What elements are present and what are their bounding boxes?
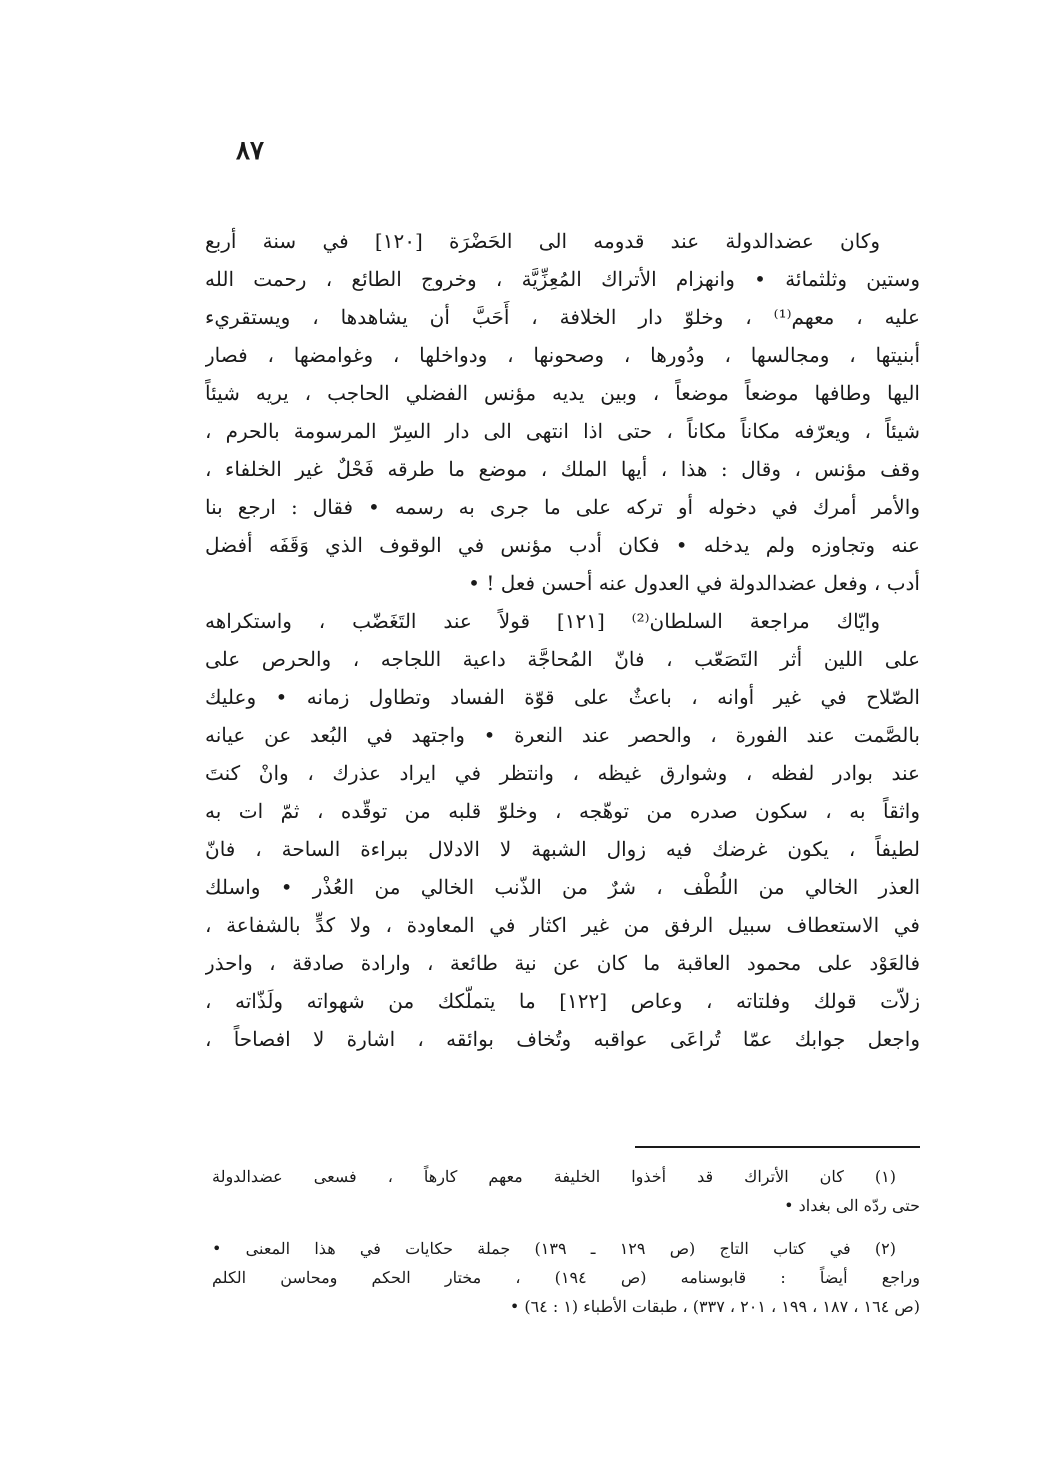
- text-line: العذر الخالي من اللُطْف ، شرٌ من الذّنب الخالي من العُذْر • واسلك: [205, 875, 920, 899]
- text-line: على اللين أثر التَصَعّب ، فانّ المُحاجَّة داعية اللجاجه ، والحرص على: [205, 647, 920, 671]
- text-line: فالعَوْد على محمود العاقبة ما كان عن نية طائعة ، وارادة صادقة ، واحذر: [205, 951, 920, 975]
- text-line: وقف مؤنس ، وقال : هذا ، أيها الملك ، موضع ما طرقه فَحْلٌ غير الخلفاء ،: [205, 457, 920, 481]
- text-line: واثقاً به ، سكون صدره من توهّجه ، وخلوّ قلبه من توقّده ، ثمّ ات به: [205, 799, 920, 823]
- text-line: واجعل جوابك عمّا تُراعَى عواقبه وتُخاف بوائقه ، اشارة لا افصاحاً ،: [205, 1027, 920, 1051]
- text-line: بالصَّمت عند الفورة ، والحصر عند النعرة • واجتهد في البُعد عن عيانه: [205, 723, 920, 747]
- text-line: وستين وثلثمائة • وانهزام الأتراك المُعِزِّيَّة ، وخروج الطائع ، رحمت الله: [205, 267, 920, 291]
- text-line: زلاّت قولك وفلتاته ، وعاص [١٢٢] ما يتملّكك من شهواته ولَذّاته ،: [205, 989, 920, 1013]
- text-line: في الاستعطاف سبيل الرفق من غير اكثار في المعاودة ، ولا كدٍّ بالشفاعة ،: [205, 913, 920, 937]
- body-text: [205, 222, 920, 1058]
- text-line: وكان عضدالدولة عند قدومه الى الحَضْرَة [١٢٠] في سنة أربع: [205, 229, 880, 253]
- page-number: ٨٧: [236, 136, 264, 166]
- footnote-line: حتى ردّه الى بغداد •: [784, 1196, 920, 1215]
- footnote-line: وراجع أيضاً : قابوسنامه (ص ١٩٤) ، مختار الحكم ومحاسن الكلم: [212, 1268, 920, 1287]
- text-line: عليه ، معهم⁽¹⁾ ، وخلوّ دار الخلافة ، أَحَبَّ أن يشاهدها ، ويستقريء: [205, 305, 920, 329]
- text-line: عنه وتجاوزه ولم يدخله • فكان أدب مؤنس في الوقوف الذي وَقَفَه أفضل: [205, 533, 920, 557]
- text-line: لطيفاً ، يكون غرضك فيه زوال الشبهة لا الادلال ببراءة الساحة ، فانّ: [205, 837, 920, 861]
- footnote-line: (٢) في كتاب التاج (ص ١٢٩ ـ ١٣٩) جملة حكايات في هذا المعنى •: [212, 1239, 896, 1258]
- text-line: عند بوادر لفظه ، وشوارق غيظه ، وانتظر في ايراد عذرك ، وانْ كنتَ: [205, 761, 920, 785]
- text-line: الصّلاح في غير أوانه ، باعثٌ على قوّة الفساد وتطاول زمانه • وعليك: [205, 685, 920, 709]
- footnotes: [212, 1162, 920, 1321]
- text-line: أبنيتها ، ومجالسها ، ودُورها ، وصحونها ، ودواخلها ، وغوامضها ، فصار: [205, 343, 920, 367]
- text-line: أدب ، وفعل عضدالدولة في العدول عنه أحسن فعل ! •: [468, 571, 920, 595]
- text-line: وايّاك مراجعة السلطان⁽²⁾ [١٢١] قولاً عند التَغَضّب ، واستكراهه: [205, 609, 880, 633]
- text-line: شيئاً ، ويعرّفه مكاناً مكاناً ، حتى اذا انتهى الى دار السِرّ المرسومة بالحرم ،: [205, 419, 920, 443]
- footnote-2: [212, 1234, 920, 1321]
- text-line: والأمر أمرك في دخوله أو تركه على ما جرى به رسمه • فقال : ارجع بنا: [205, 495, 920, 519]
- text-line: اليها وطافها موضعاً موضعاً ، وبين يديه مؤنس الفضلي الحاجب ، يريه شيئاً: [205, 381, 920, 405]
- footnote-line: (١) كان الأتراك قد أخذوا الخليفة معهم كارهاً ، فسعى عضدالدولة: [212, 1167, 896, 1186]
- footnote-line: (ص ١٦٤ ، ١٨٧ ، ١٩٩ ، ٢٠١ ، ٣٣٧) ، طبقات الأطباء (١ : ٦٤) •: [509, 1297, 920, 1316]
- footnote-divider: [635, 1146, 920, 1148]
- footnote-1: [212, 1162, 920, 1220]
